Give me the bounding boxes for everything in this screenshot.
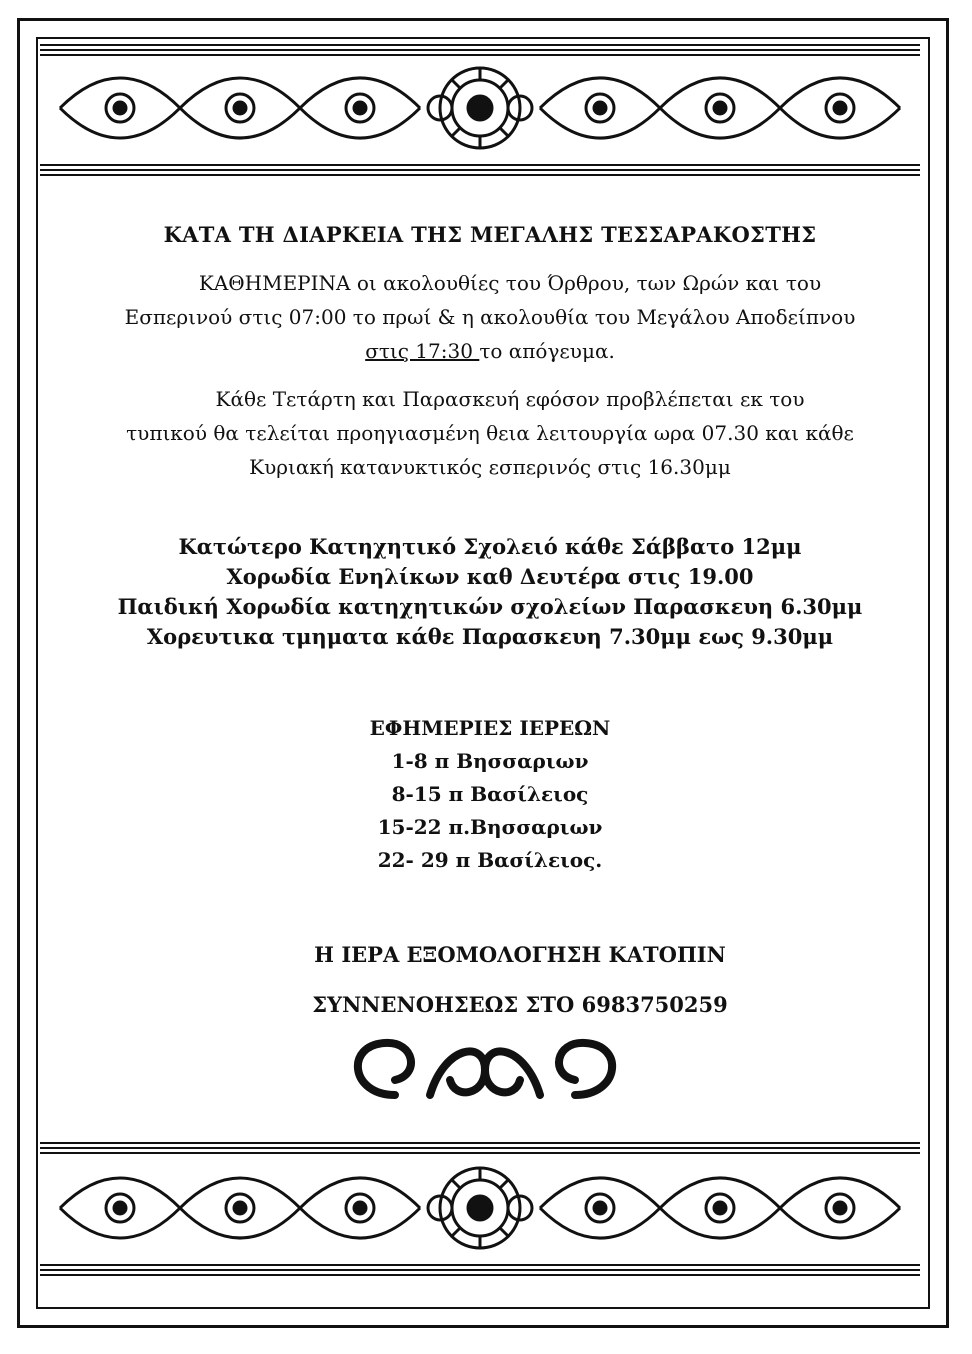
top-rule-lines [40, 44, 920, 59]
daily-line-3 [60, 334, 920, 368]
confession-line-2: ΣΥΝΝΕΝΟΗΣΕΩΣ ΣΤΟ 6983750259 [312, 992, 728, 1017]
top-ornamental-border-icon [40, 58, 920, 158]
daily-line-3-rest: το απόγευμα. [479, 339, 615, 363]
page-title: ΚΑΤΑ ΤΗ ΔΙΑΡΚΕΙΑ ΤΗΣ ΜΕΓΑΛΗΣ ΤΕΣΣΑΡΑΚΟΣΤΗΣ [163, 222, 817, 247]
schedule-item: Κατώτερο Κατηχητικό Σχολειό κάθε Σάββατο 12μμ [178, 534, 802, 559]
schedule-item: Χορευτικα τμηματα κάθε Παρασκευη 7.30μμ εως 9.30μμ [146, 624, 834, 649]
bottom-ornamental-border-icon [40, 1158, 920, 1258]
flourish-ornament-icon [335, 1025, 635, 1115]
weekly-line-2: τυπικού θα τελείται προηγιασμένη θεια λειτουργία ωρα 07.30 και κάθε [126, 421, 854, 445]
confession-line-1: Η ΙΕΡΑ ΕΞΟΜΟΛΟΓΗΣΗ ΚΑΤΟΠΙΝ [314, 942, 726, 967]
daily-services-paragraph [60, 266, 920, 368]
weekly-services-paragraph [60, 382, 920, 484]
schedule-item: Χορωδία Ενηλίκων καθ Δευτέρα στις 19.00 [226, 564, 754, 589]
duty-item: 22- 29 π Βασίλειος. [377, 848, 603, 872]
activity-schedule [40, 532, 940, 652]
confession-notice [80, 930, 960, 1030]
priest-duty-list [40, 712, 940, 877]
duty-item: 8-15 π Βασίλειος [391, 782, 589, 806]
daily-line-2: Εσπερινού στις 07:00 το πρωί & η ακολουθία του Μεγάλου Αποδείπνου [124, 305, 856, 329]
daily-line-1: ΚΑΘΗΜΕΡΙΝΑ οι ακολουθίες του Όρθρου, των Ωρών και του [198, 271, 822, 295]
duty-title: ΕΦΗΜΕΡΙΕΣ ΙΕΡΕΩΝ [369, 716, 611, 740]
schedule-item: Παιδική Χορωδία κατηχητικών σχολείων Παρασκευη 6.30μμ [117, 594, 863, 619]
weekly-line-1: Κάθε Τετάρτη και Παρασκευή εφόσον προβλέπεται εκ του [215, 387, 805, 411]
top-rule-lines-lower [40, 164, 920, 179]
daily-time-underlined: στις 17:30 [365, 339, 480, 363]
duty-item: 1-8 π Βησσαριων [391, 749, 589, 773]
duty-item: 15-22 π.Βησσαριων [377, 815, 603, 839]
bottom-rule-lines [40, 1142, 920, 1157]
bottom-rule-lines-lower [40, 1264, 920, 1279]
weekly-line-3: Κυριακή κατανυκτικός εσπερινός στις 16.30μμ [249, 455, 731, 479]
